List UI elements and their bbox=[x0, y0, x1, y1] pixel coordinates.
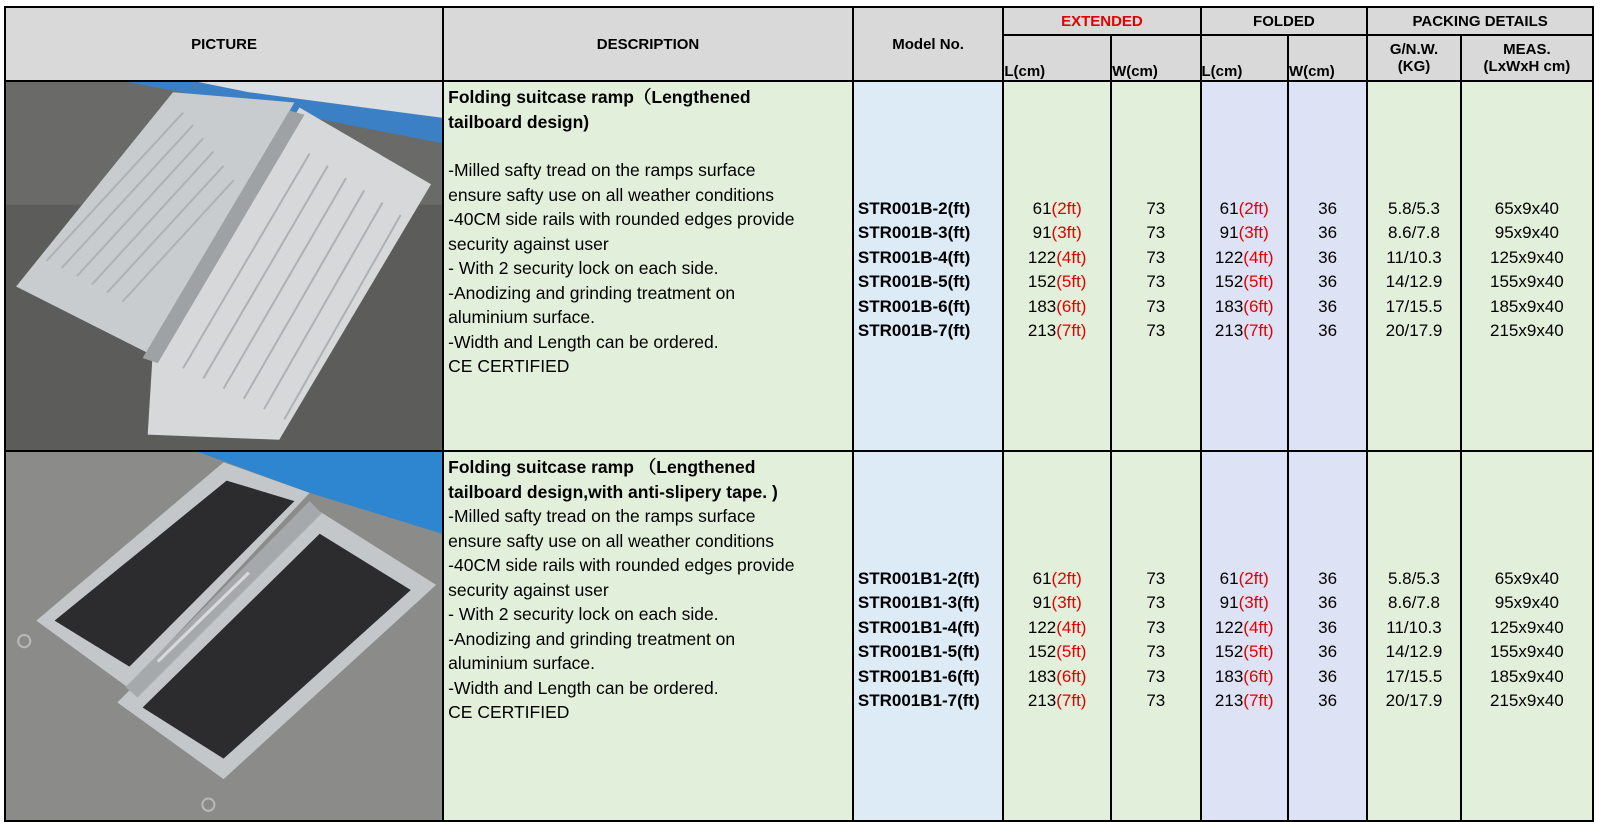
extended-length: 91(3ft) bbox=[1032, 223, 1082, 242]
description-line: -Milled safty tread on the ramps surface bbox=[448, 506, 756, 526]
description-line: -Width and Length can be ordered. bbox=[448, 677, 719, 698]
spec-sheet bbox=[4, 6, 1594, 822]
model-number: STR001B-5(ft) bbox=[857, 272, 971, 291]
model-number: STR001B-4(ft) bbox=[857, 247, 971, 267]
extended-width: 73 bbox=[1146, 321, 1166, 340]
measurement-header bbox=[1461, 35, 1593, 81]
extended-width: 73 bbox=[1146, 666, 1166, 686]
description-line: aluminium surface. bbox=[448, 307, 596, 327]
extended-width: 73 bbox=[1146, 223, 1166, 242]
description-line: security against user bbox=[448, 579, 609, 600]
measurement-list bbox=[1461, 451, 1593, 821]
extended-header: EXTENDED bbox=[1003, 7, 1200, 35]
description-line: - With 2 security lock on each side. bbox=[448, 258, 719, 278]
model-number: STR001B-2(ft) bbox=[857, 198, 971, 218]
anti-slip-ramp-image bbox=[6, 452, 442, 820]
gross-net-weight: 14/12.9 bbox=[1385, 642, 1443, 661]
folded-length: 91(3ft) bbox=[1219, 593, 1269, 612]
model-number: STR001B-3(ft) bbox=[857, 223, 971, 242]
model-number: STR001B1-7(ft) bbox=[857, 691, 980, 710]
model-number: STR001B1-2(ft) bbox=[857, 568, 980, 588]
model-number: STR001B-6(ft) bbox=[857, 296, 971, 316]
package-measurement: 185x9x40 bbox=[1490, 296, 1564, 316]
model-number: STR001B-7(ft) bbox=[857, 321, 971, 340]
description-line: -Width and Length can be ordered. bbox=[448, 331, 719, 352]
folded-width: 36 bbox=[1318, 247, 1338, 267]
folded-width: 36 bbox=[1318, 223, 1338, 242]
product-photo-aluminium-ramp bbox=[5, 81, 443, 451]
description-title-line2: tailboard design,with anti-slipery tape. ) bbox=[448, 481, 778, 502]
extended-width-list bbox=[1111, 451, 1200, 821]
extended-width-header: W(cm) bbox=[1111, 35, 1200, 81]
description-line: CE CERTIFIED bbox=[448, 702, 570, 722]
product-description bbox=[443, 451, 853, 821]
weight-list bbox=[1367, 451, 1461, 821]
extended-length-header: L(cm) bbox=[1003, 35, 1111, 81]
folded-width-header: W(cm) bbox=[1288, 35, 1367, 81]
extended-length: 183(6ft) bbox=[1027, 296, 1087, 316]
gross-net-weight: 5.8/5.3 bbox=[1388, 198, 1440, 218]
aluminium-ramp-image bbox=[6, 82, 442, 450]
folded-width: 36 bbox=[1318, 666, 1338, 686]
description-line: ensure safty use on all weather conditions bbox=[448, 530, 775, 551]
model-number: STR001B1-3(ft) bbox=[857, 593, 980, 612]
package-measurement: 215x9x40 bbox=[1490, 691, 1564, 710]
folded-width: 36 bbox=[1318, 642, 1338, 661]
weight-header bbox=[1367, 35, 1461, 81]
product-photo-anti-slip-ramp bbox=[5, 451, 443, 821]
folded-width: 36 bbox=[1318, 691, 1338, 710]
folded-width: 36 bbox=[1318, 568, 1338, 588]
extended-length: 152(5ft) bbox=[1027, 642, 1087, 661]
product-row bbox=[5, 451, 1593, 821]
weight-header-line1: G/N.W. bbox=[1389, 41, 1439, 59]
measurement-list bbox=[1461, 81, 1593, 451]
folded-length-header: L(cm) bbox=[1201, 35, 1288, 81]
folded-width-list bbox=[1288, 81, 1367, 451]
package-measurement: 125x9x40 bbox=[1490, 247, 1564, 267]
description-title-line1: Folding suitcase ramp（Lengthened bbox=[448, 87, 751, 107]
extended-width: 73 bbox=[1146, 593, 1166, 612]
extended-width: 73 bbox=[1146, 691, 1166, 710]
description-line: -40CM side rails with rounded edges provide bbox=[448, 209, 795, 229]
folded-length-list bbox=[1201, 451, 1288, 821]
model-number: STR001B1-5(ft) bbox=[857, 642, 980, 661]
description-header: DESCRIPTION bbox=[443, 7, 853, 81]
description-line: ensure safty use on all weather conditions bbox=[448, 184, 775, 205]
extended-width: 73 bbox=[1146, 247, 1166, 267]
description-line: -Milled safty tread on the ramps surface bbox=[448, 160, 756, 180]
description-line: -Anodizing and grinding treatment on bbox=[448, 628, 736, 649]
extended-length: 213(7ft) bbox=[1027, 691, 1087, 710]
extended-length-list bbox=[1003, 81, 1111, 451]
extended-width: 73 bbox=[1146, 272, 1166, 291]
extended-length: 122(4ft) bbox=[1027, 247, 1087, 267]
gross-net-weight: 8.6/7.8 bbox=[1388, 593, 1440, 612]
description-line: aluminium surface. bbox=[448, 653, 596, 673]
description-title-line2: tailboard design) bbox=[448, 111, 590, 132]
gross-net-weight: 5.8/5.3 bbox=[1388, 568, 1440, 588]
folded-length: 122(4ft) bbox=[1214, 247, 1274, 267]
model-number: STR001B1-4(ft) bbox=[857, 617, 980, 637]
extended-width: 73 bbox=[1146, 296, 1166, 316]
description-line: CE CERTIFIED bbox=[448, 356, 570, 376]
folded-length: 183(6ft) bbox=[1214, 296, 1274, 316]
folded-length: 61(2ft) bbox=[1219, 198, 1269, 218]
gross-net-weight: 11/10.3 bbox=[1386, 247, 1442, 267]
folded-width: 36 bbox=[1318, 198, 1338, 218]
gross-net-weight: 17/15.5 bbox=[1385, 666, 1443, 686]
model-header: Model No. bbox=[853, 7, 1003, 81]
folded-length: 122(4ft) bbox=[1214, 617, 1274, 637]
weight-header-line2: (KG) bbox=[1397, 58, 1431, 76]
extended-width: 73 bbox=[1146, 617, 1166, 637]
extended-width-list bbox=[1111, 81, 1200, 451]
model-list bbox=[853, 81, 1003, 451]
extended-length: 91(3ft) bbox=[1032, 593, 1082, 612]
gross-net-weight: 11/10.3 bbox=[1386, 617, 1442, 637]
folded-width: 36 bbox=[1318, 617, 1338, 637]
model-list bbox=[853, 451, 1003, 821]
gross-net-weight: 20/17.9 bbox=[1385, 691, 1443, 710]
folded-length: 213(7ft) bbox=[1214, 321, 1274, 340]
extended-length: 183(6ft) bbox=[1027, 666, 1087, 686]
folded-width-list bbox=[1288, 451, 1367, 821]
description-line: -Anodizing and grinding treatment on bbox=[448, 282, 736, 303]
folded-length: 183(6ft) bbox=[1214, 666, 1274, 686]
package-measurement: 185x9x40 bbox=[1490, 666, 1564, 686]
folded-length: 213(7ft) bbox=[1214, 691, 1274, 710]
folded-width: 36 bbox=[1318, 593, 1338, 612]
extended-length: 152(5ft) bbox=[1027, 272, 1087, 291]
extended-length: 213(7ft) bbox=[1027, 321, 1087, 340]
measurement-header-line1: MEAS. bbox=[1503, 41, 1551, 59]
extended-width: 73 bbox=[1146, 198, 1166, 218]
folded-width: 36 bbox=[1318, 272, 1338, 291]
measurement-header-line2: (LxWxH cm) bbox=[1483, 58, 1571, 76]
weight-list bbox=[1367, 81, 1461, 451]
product-description bbox=[443, 81, 853, 451]
gross-net-weight: 14/12.9 bbox=[1385, 272, 1443, 291]
package-measurement: 215x9x40 bbox=[1490, 321, 1564, 340]
gross-net-weight: 20/17.9 bbox=[1385, 321, 1443, 340]
gross-net-weight: 8.6/7.8 bbox=[1388, 223, 1440, 242]
package-measurement: 155x9x40 bbox=[1490, 272, 1564, 291]
packing-details-header: PACKING DETAILS bbox=[1367, 7, 1593, 35]
folded-length-list bbox=[1201, 81, 1288, 451]
package-measurement: 65x9x40 bbox=[1494, 198, 1560, 218]
model-number: STR001B1-6(ft) bbox=[857, 666, 980, 686]
extended-length: 61(2ft) bbox=[1032, 568, 1082, 588]
product-row bbox=[5, 81, 1593, 451]
extended-length: 122(4ft) bbox=[1027, 617, 1087, 637]
package-measurement: 125x9x40 bbox=[1490, 617, 1564, 637]
package-measurement: 65x9x40 bbox=[1494, 568, 1560, 588]
extended-width: 73 bbox=[1146, 568, 1166, 588]
package-measurement: 95x9x40 bbox=[1494, 593, 1560, 612]
description-line: -40CM side rails with rounded edges provide bbox=[448, 555, 795, 575]
folded-length: 61(2ft) bbox=[1219, 568, 1269, 588]
extended-width: 73 bbox=[1146, 642, 1166, 661]
picture-header: PICTURE bbox=[5, 7, 443, 81]
folded-width: 36 bbox=[1318, 321, 1338, 340]
product-spec-table bbox=[4, 6, 1594, 822]
extended-length: 61(2ft) bbox=[1032, 198, 1082, 218]
folded-length: 91(3ft) bbox=[1219, 223, 1269, 242]
folded-width: 36 bbox=[1318, 296, 1338, 316]
extended-length-list bbox=[1003, 451, 1111, 821]
folded-header: FOLDED bbox=[1201, 7, 1368, 35]
description-line: - With 2 security lock on each side. bbox=[448, 604, 719, 624]
description-title-line1: Folding suitcase ramp （Lengthened bbox=[448, 457, 756, 477]
folded-length: 152(5ft) bbox=[1214, 642, 1274, 661]
folded-length: 152(5ft) bbox=[1214, 272, 1274, 291]
description-line: security against user bbox=[448, 233, 609, 254]
package-measurement: 95x9x40 bbox=[1494, 223, 1560, 242]
package-measurement: 155x9x40 bbox=[1490, 642, 1564, 661]
gross-net-weight: 17/15.5 bbox=[1385, 296, 1443, 316]
